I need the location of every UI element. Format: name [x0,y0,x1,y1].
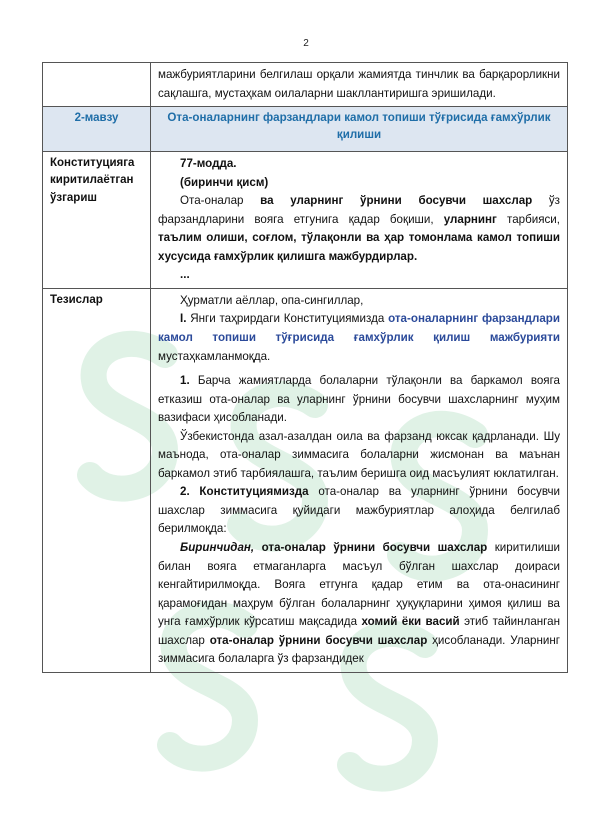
continued-paragraph: мажбуриятларини белгилаш орқали жамиятда тинчлик ва барқарорликни сақлашга, мустаҳкам оилаларни шакллантиришга эришилади. [158,68,560,100]
bold-span: ва уларнинг ўрнини босувчи шахслар [260,194,533,208]
article-part: (биринчи қисм) [180,175,269,189]
bold-italic-span: Биринчидан, [180,541,255,555]
bold-span: ота-оналар ўрнини босувчи шахслар [254,541,488,555]
bold-span: I. [180,312,187,326]
text-span: Ота-оналар [180,194,261,208]
text-span: ўз фарзандларини вояга етгунига қадар боқиши, [158,194,560,226]
bold-span: ота-оналар ўрнини босувчи шахслар [209,633,428,647]
row-content [151,288,568,672]
text-span: Янги таҳрирдаги Конституциямизда [186,312,389,326]
text-span: мустаҳкамланмоқда. [158,349,271,363]
page-number: 2 [303,38,309,49]
bold-span: уларнинг [443,212,497,226]
table-row [43,152,568,289]
text-span: ҳисобланади. Уларнинг зиммасига болаларга ўз фарзандидек [158,633,560,666]
bold-span: хомий ёки васий [361,615,460,629]
thesis-paragraph [158,539,560,669]
table-row [43,288,568,672]
highlight-span: ота-оналарнинг фарзандлари камол топиши тўғрисида ғамхўрлик қилиш мажбурияти [158,312,560,345]
content-table [42,62,568,673]
table-row [43,63,568,107]
bold-span: Конституциямизда [189,485,309,499]
text-span: киритилиши билан вояга етмаганларга масъул бўлган шахслар доираси кенгайтирилмоқда. Вояга етгунга қадар етим ва ота-онасининг қарамоғидан маҳрум бўлган болаларнинг ҳуқуқларини ҳимоя қилиш ва унга ғамхўрлик кўрсатиш мақсадида [158,541,560,629]
article-text [158,192,560,266]
thesis-paragraph [158,372,560,428]
row-content [151,152,568,289]
row-label: Конституцияга киритилаётган ўзгариш [43,152,151,289]
row-label: Тезислар [43,288,151,672]
ellipsis: ... [180,268,190,282]
row-label [43,63,151,107]
row-content [151,63,568,107]
bold-span: 1. [180,374,190,388]
thesis-paragraph: Ўзбекистонда азал-азалдан оила ва фарзанд юксак қадрланади. Шу маънода, ота-оналар зиммасига болаларни жисмонан ва маънан баркамол этиб тарбиялашга, таълим беришга оид масъулият юклатилган. [158,429,560,480]
bold-span: 2. [180,485,190,499]
theme-title: Ота-оналарнинг фарзандлари камол топиши тўғрисида ғамхўрлик қилиши [151,107,568,152]
text-span: Барча жамиятларда болаларни тўлақонли ва баркамол вояга етказиш ота-оналар ва уларнинг ўрнини босувчи шахсларнинг муҳим вазифаси ҳисобланади. [158,374,560,425]
thesis-paragraph [158,483,560,539]
greeting: Ҳурматли аёллар, опа-сингиллар, [180,293,364,307]
bold-span: таълим олиши, соғлом, тўлақонли ва ҳар томонлама камол топиши хусусида ғамхўрлик қилишга мажбурдирлар. [158,231,560,263]
text-span: этиб тайинланган шахслар [158,615,560,647]
text-span: ота-оналар ва уларнинг ўрнини босувчи шахслар зиммасига қуйидаги мажбуриятлар алоҳида белгилаб берилмоқда: [158,485,561,536]
text-span: тарбияси, [496,212,560,226]
article-title: 77-модда. [180,157,237,171]
thesis-paragraph [158,310,560,366]
theme-label: 2-мавзу [43,107,151,152]
theme-row [43,107,568,152]
